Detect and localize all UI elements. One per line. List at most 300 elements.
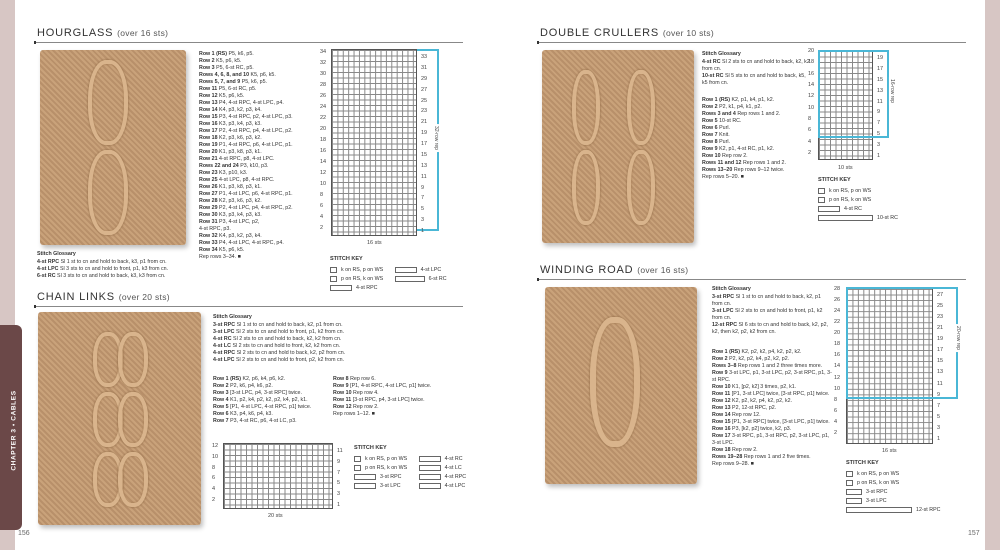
title-text: WINDING ROAD [540, 264, 634, 276]
key-label: 3-st RPC [380, 473, 402, 480]
row-text: K1, p3, k8, p3, k1. [219, 184, 262, 190]
key-label: 4-st LC [444, 464, 462, 471]
row-number: 13 [877, 87, 884, 94]
row-number: 16 [808, 70, 815, 77]
subtitle-text: (over 16 sts) [637, 265, 689, 275]
row-label: Row 9 [333, 383, 349, 389]
row-number: 17 [937, 347, 944, 354]
instruction-row [702, 132, 817, 139]
row-number: 1 [421, 228, 425, 234]
instruction-row [213, 322, 433, 329]
row-number: 2 [808, 149, 812, 156]
row-label: 4-st LPC [213, 357, 235, 363]
row-text: K3, p4, k6, p4, k3. [230, 411, 273, 417]
row-label: 6-st RC [37, 273, 56, 279]
row-label: Row 28 [199, 198, 218, 204]
row-number: 27 [421, 86, 428, 93]
row-number: 15 [421, 151, 428, 158]
rc-wide-symbol-icon [818, 215, 873, 221]
row-text: K3, p3, k4, p3, k3. [219, 212, 262, 218]
stitch-key-double-crullers [818, 177, 908, 222]
row-number: 5 [877, 131, 881, 138]
instruction-row [712, 398, 832, 405]
row-text: P2, 12-st RPC, p2. [732, 405, 777, 411]
row-label: 4-st LPC [37, 266, 59, 272]
row-label: Row 8 [702, 139, 718, 145]
instruction-row [213, 397, 338, 404]
row-text: K2, p1, 4-st RC, p1, k2. [719, 146, 775, 152]
row-number: 33 [421, 54, 428, 60]
row-text: P3, 4-st RC, p6, 4-st LC, p3. [230, 418, 297, 424]
instruction-row [712, 370, 832, 384]
row-number: 3 [877, 142, 881, 148]
row-number: 17 [877, 65, 884, 72]
right-page-edge [985, 0, 1000, 550]
instruction-row [199, 198, 324, 205]
row-number: 30 [320, 71, 327, 77]
row-text: Sl 3 sts to cn and hold to front, p1, k3 from cn. [59, 266, 169, 272]
row-label: 4-st RPC [213, 350, 236, 356]
row-number: 22 [834, 319, 841, 326]
row-label: Row 14 [712, 412, 731, 418]
key-item [354, 454, 407, 463]
row-number: 1 [337, 501, 341, 508]
instruction-row [199, 212, 324, 219]
row-text: Rep rows 1–12. ■ [333, 411, 375, 417]
row-number: 23 [421, 108, 428, 115]
row-text: 3-st RPC, p1, 3-st RPC, p2, 3-st LPC, p1, 3-st LPC. [712, 433, 830, 446]
instruction-row [712, 363, 832, 370]
row-label: 3-st LPC [213, 329, 235, 335]
row-text: [3-st LPC, p4, 3-st RPC] twice. [230, 390, 302, 396]
row-text: Sl 2 sts to cn and hold to back, k2, k2 from cn. [702, 59, 810, 72]
instruction-row [37, 259, 217, 266]
row-label: Row 7 [213, 418, 229, 424]
stitch-key-winding-road [846, 460, 950, 514]
row-number: 25 [421, 97, 428, 104]
row-text: Rep row 2. [353, 404, 379, 410]
stitch-key-title: STITCH KEY [354, 445, 387, 451]
chart-caption: 16 sts [882, 448, 897, 454]
row-label: Row 23 [199, 170, 218, 176]
row-text: P1, 4-st LPC, p6, 4-st RPC, p1. [219, 191, 293, 197]
subtitle-text: (over 20 sts) [118, 292, 170, 302]
row-text: K4, p3, k2, p3, k4. [219, 107, 262, 113]
stitch-key-title: STITCH KEY [846, 460, 879, 466]
instruction-row [199, 156, 327, 165]
row-number: 19 [877, 55, 884, 61]
instruction-row [702, 59, 815, 73]
row-label: Row 19 [199, 142, 218, 148]
row-text: P3, [k2, p2] twice, k2, p3. [732, 426, 792, 432]
row-text: K5, p6, k5. [219, 93, 245, 99]
row-number: 24 [834, 308, 841, 315]
row-number: 12 [320, 170, 327, 176]
key-label: p on RS, k on WS [857, 479, 900, 486]
row-label: Row 11 [333, 397, 352, 403]
instructions-chain-links-col2 [333, 376, 473, 418]
row-number: 28 [320, 82, 327, 88]
chart-row-numbers-left [320, 49, 326, 231]
instruction-row [213, 390, 338, 397]
row-label: 4-st LC [213, 343, 231, 349]
row-text: Rep row 12. [732, 412, 761, 418]
row-label: Row 3 [213, 390, 229, 396]
row-number: 5 [421, 206, 425, 213]
instruction-row [702, 111, 817, 118]
row-number: 34 [320, 49, 327, 55]
instruction-row [213, 329, 433, 336]
instructions-hourglass [199, 49, 327, 261]
row-text: Sl 2 sts to cn and hold to back, k2, k2 from cn. [233, 336, 342, 342]
row-number: 21 [937, 325, 944, 332]
instruction-row [712, 426, 832, 433]
chapter-tab [0, 325, 22, 530]
row-number: 19 [937, 336, 944, 343]
subtitle-text: (over 10 sts) [662, 28, 714, 38]
row-number: 29 [421, 75, 428, 82]
instruction-row [702, 167, 817, 174]
row-text: K2, p2, k2, p4, k2, p2, k2. [732, 398, 793, 404]
row-text: K2, p1, k4, p1, k2. [731, 97, 775, 103]
row-number: 17 [421, 141, 428, 147]
rc-symbol-icon [395, 276, 425, 282]
row-text: Sl 6 sts to cn and hold to back, k2, p2, k2, then k2, p2, k2 from cn. [712, 322, 829, 335]
row-label: Rows 11 and 12 [702, 160, 742, 166]
chart-row-numbers-left [808, 48, 814, 156]
row-label: Row 9 [712, 370, 728, 376]
row-text: K2, p6, k4, p6, k2. [242, 376, 286, 382]
row-label: Row 20 [199, 149, 218, 155]
section-title-double-crullers [540, 27, 714, 39]
row-text: Rep row 6. [350, 376, 376, 382]
row-number: 16 [320, 148, 327, 154]
row-label: Row 25 [199, 177, 218, 183]
instruction-row [37, 266, 217, 273]
instruction-row [712, 322, 832, 336]
row-label: Row 5 [702, 118, 718, 124]
instruction-row [213, 357, 433, 364]
instruction-row [199, 247, 324, 254]
instruction-row [199, 100, 324, 107]
title-text: DOUBLE CRULLERS [540, 27, 659, 39]
row-number: 10 [212, 453, 219, 460]
row-text: Purl. [719, 125, 730, 131]
row-label: Rows 5, 7, and 9 [199, 79, 241, 85]
row-text: P1, 4-st RPC, p6, 4-st LPC, p1. [219, 142, 293, 148]
row-label: Row 30 [199, 212, 218, 218]
instruction-row [199, 163, 324, 170]
row-label: Row 32 [199, 233, 218, 239]
section-rule [35, 42, 463, 43]
key-label: 12-st RPC [916, 506, 941, 513]
row-label: Rows 13–20 [702, 167, 733, 173]
row-number: 16 [834, 352, 841, 359]
row-number: 24 [320, 104, 327, 110]
row-text: [P1, 3-st RPC] twice, [3-st LPC, p1] twice. [732, 419, 830, 425]
row-text: K5, p6, k5. [219, 247, 245, 253]
row-number: 31 [421, 64, 428, 71]
row-number: 26 [834, 297, 841, 304]
row-number: 8 [320, 192, 324, 198]
instructions-winding-road [712, 349, 832, 468]
instruction-row [712, 419, 832, 426]
row-label: Row 5 [213, 404, 229, 410]
row-text: P5, 6-st RC, p5. [218, 86, 257, 92]
row-label: Row 12 [333, 404, 352, 410]
instruction-row [333, 397, 473, 404]
key-label: 4-st RPC [444, 473, 467, 480]
repeat-label: 16-row rep [888, 79, 895, 103]
instruction-row [199, 142, 324, 149]
row-label: 4-st RC [213, 336, 232, 342]
row-number: 4 [320, 214, 324, 220]
row-text: Rep rows 1 and 2 three times more. [737, 363, 823, 369]
row-number: 3 [937, 424, 941, 431]
row-number: 11 [337, 448, 343, 454]
instruction-row [199, 107, 324, 114]
instruction-row [37, 273, 217, 280]
glossary-title: Stitch Glossary [213, 314, 252, 320]
stitch-glossary-chain-links [213, 314, 433, 364]
row-label: Row 9 [702, 146, 718, 152]
instruction-row [702, 104, 817, 111]
row-label: 4-st RPC [37, 259, 60, 265]
row-number: 11 [937, 380, 943, 387]
chart-caption: 10 sts [838, 165, 853, 171]
cable-shape [627, 70, 655, 145]
row-text: Knit. [719, 132, 730, 138]
section-rule [35, 306, 463, 307]
instruction-row [333, 383, 473, 390]
key-item [419, 481, 467, 490]
row-number: 3 [421, 217, 425, 224]
row-number: 14 [808, 81, 815, 88]
section-title-chain-links [37, 291, 170, 303]
row-label: Row 18 [712, 447, 731, 453]
rpc-symbol-icon [330, 285, 352, 291]
instruction-row [712, 349, 832, 356]
instruction-row [702, 174, 817, 181]
row-text: [3-st RPC, p4, 3-st LPC] twice. [352, 397, 425, 403]
row-label: Row 1 (RS) [213, 376, 241, 382]
key-item [419, 454, 467, 463]
section-rule [538, 42, 966, 43]
key-label: k on RS, p on WS [857, 470, 900, 477]
row-label: Rows 3–8 [712, 363, 737, 369]
row-text: K1, p2, k4, p2, k2, p2, k4, p2, k1. [230, 397, 308, 403]
instruction-row [213, 404, 338, 411]
row-text: P4, 4-st LPC, 4-st RPC, p4. [219, 240, 284, 246]
repeat-label: 32-row rep [432, 126, 439, 150]
key-label: k on RS, p on WS [365, 455, 408, 462]
row-text: Rep rows 1 and 2. [737, 111, 781, 117]
chart-row-numbers-left [834, 286, 840, 436]
row-number: 25 [937, 303, 944, 310]
row-text: [P1, 3-st LPC] twice, [3-st RPC, p1] twice. [731, 391, 830, 397]
row-text: Rep rows 5–20. ■ [702, 174, 744, 180]
row-number: 12 [808, 93, 815, 100]
key-item [354, 481, 407, 490]
purl-symbol-icon [846, 480, 853, 486]
instruction-row [199, 65, 324, 72]
row-text: K2, p3, k6, p3, k2. [219, 135, 262, 141]
row-label: Row 8 [333, 376, 349, 382]
row-label: Row 15 [712, 419, 731, 425]
row-label: 10-st RC [702, 73, 724, 79]
row-number: 23 [937, 314, 944, 321]
row-number: 8 [834, 396, 838, 403]
row-label: Row 18 [199, 135, 218, 141]
row-label: Row 11 [199, 86, 218, 92]
section-rule [538, 279, 966, 280]
row-text: Rep row 2. [722, 153, 748, 159]
instruction-row [712, 412, 832, 419]
row-text: P3, 4-st RPC, p2, 4-st LPC, p3. [219, 114, 293, 120]
row-text: 4-st LPC, p8, 4-st RPC. [219, 177, 275, 183]
row-number: 22 [320, 115, 327, 121]
row-label: Row 2 [213, 383, 229, 389]
instruction-row [199, 226, 324, 233]
stitch-glossary-hourglass [37, 251, 217, 280]
chapter-tab-label: CHAPTER 3 • CABLES [10, 390, 18, 471]
rpc-symbol-icon [846, 489, 862, 495]
row-number: 6 [212, 475, 216, 482]
key-label: p on RS, k on WS [365, 464, 408, 471]
knit-symbol-icon [846, 471, 853, 477]
chart-caption: 16 sts [367, 240, 382, 246]
key-item [419, 463, 467, 472]
row-text: K2, p2, k2, p4, k2, p2, k2. [741, 349, 802, 355]
key-item [354, 463, 407, 472]
row-number: 1 [937, 435, 941, 442]
instruction-row [199, 170, 327, 177]
row-number: 11 [877, 98, 883, 105]
row-number: 26 [320, 93, 327, 99]
row-label: Row 6 [702, 125, 718, 131]
row-number: 18 [808, 59, 815, 66]
stitch-key-title: STITCH KEY [330, 256, 363, 262]
key-label: 4-st RPC [356, 284, 378, 291]
row-number: 9 [937, 391, 941, 398]
row-label: Row 1 (RS) [199, 51, 227, 57]
row-label: Row 6 [213, 411, 229, 417]
page-number-right: 157 [968, 530, 980, 537]
stitch-key-chain-links [354, 445, 476, 490]
row-label: Row 16 [199, 121, 218, 127]
row-label: Row 13 [199, 100, 218, 106]
row-label: Row 31 [199, 219, 218, 225]
row-number: 10 [320, 181, 327, 187]
title-text: HOURGLASS [37, 27, 114, 39]
instruction-row [213, 383, 338, 390]
row-text: 10-st RC. [719, 118, 742, 124]
row-label: 3-st RPC [213, 322, 236, 328]
row-number: 7 [337, 469, 341, 476]
row-text: Sl 2 sts to cn and hold to back, k2, p2 from cn. [236, 350, 346, 356]
stitch-symbol-icon [354, 465, 361, 471]
row-number: 14 [320, 159, 327, 165]
repeat-label: 20-row rep [954, 326, 961, 350]
row-label: Row 10 [333, 390, 352, 396]
row-text: Rep rows 1 and 2. [742, 160, 786, 166]
chart-row-numbers-left [212, 443, 218, 503]
lpc-symbol-icon [395, 267, 417, 273]
row-label: Row 2 [199, 58, 215, 64]
row-text: Rep rows 3–34. ■ [199, 254, 241, 260]
row-text: P4, 4-st RPC, 4-st LPC, p4. [219, 100, 284, 106]
instruction-row [199, 191, 324, 198]
row-text: P5, k6, p5. [241, 79, 268, 85]
key-label: 4-st RC [444, 455, 463, 462]
key-label: p on RS, k on WS [829, 196, 872, 203]
row-number: 9 [337, 458, 341, 465]
row-label: Row 27 [199, 191, 218, 197]
cable-shape [590, 317, 640, 447]
row-label: 4-st RC [702, 59, 721, 65]
row-text: Sl 2 sts to cn and hold to front, p1, k2 from cn. [235, 329, 345, 335]
row-label: 3-st RPC [712, 294, 735, 300]
instruction-row [199, 184, 324, 191]
row-label: Row 2 [712, 356, 728, 362]
row-number: 19 [421, 130, 428, 137]
row-number: 6 [320, 203, 324, 209]
stitch-symbol-icon [354, 474, 376, 480]
stitch-symbol-icon [419, 483, 441, 489]
row-text: Rep row 4. [353, 390, 379, 396]
row-number: 7 [421, 195, 425, 202]
instruction-row [712, 454, 832, 461]
instruction-row [199, 177, 324, 184]
key-label: 4-st LPC [420, 266, 442, 273]
knit-symbol-icon [330, 267, 337, 273]
cable-shape [627, 150, 655, 225]
row-label: Row 2 [702, 104, 718, 110]
row-text: Sl 2 sts to cn and hold to front, k2, k2 from cn. [232, 343, 341, 349]
lpc-symbol-icon [846, 498, 862, 504]
cable-shape [88, 60, 128, 145]
row-label: Rows 22 and 24 [199, 163, 239, 169]
row-number: 13 [937, 369, 944, 376]
row-label: Row 4 [213, 397, 229, 403]
instructions-double-crullers [702, 97, 817, 181]
instruction-row [702, 153, 817, 160]
row-label: Row 29 [199, 205, 218, 211]
instruction-row [213, 376, 338, 383]
stitch-symbol-icon [419, 456, 441, 462]
row-text: K3, p10, k3. [219, 170, 248, 176]
instruction-row [702, 97, 817, 104]
row-number: 7 [937, 402, 941, 409]
row-label: Row 17 [712, 433, 731, 439]
row-number: 20 [320, 126, 327, 132]
cable-shape [572, 150, 600, 225]
row-number: 2 [212, 496, 216, 503]
instruction-row [702, 125, 817, 132]
row-text: K2, p3, k6, p3, k2. [219, 198, 262, 204]
key-label: k on RS, p on WS [341, 266, 384, 273]
row-number: 15 [877, 76, 884, 83]
row-number: 18 [834, 341, 841, 348]
row-number: 20 [808, 48, 815, 54]
instruction-row [712, 433, 832, 447]
row-number: 4 [808, 138, 812, 145]
instruction-row [712, 356, 832, 363]
row-text: Sl 5 sts to cn and hold to back, k5, k5 from cn. [702, 73, 806, 86]
row-number: 21 [421, 119, 428, 126]
rc-symbol-icon [818, 206, 840, 212]
row-label: Row 15 [199, 114, 218, 120]
